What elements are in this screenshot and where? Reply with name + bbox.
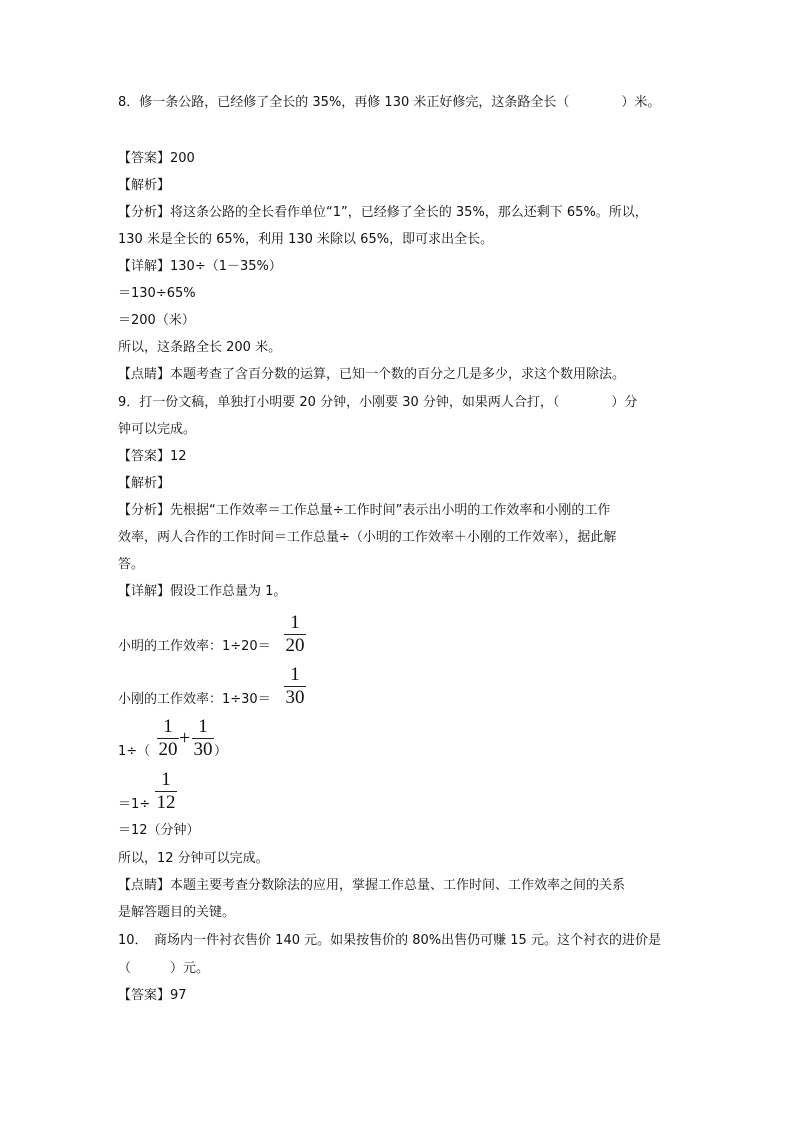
fraction-numerator: 1	[290, 664, 300, 685]
fraction-numerator: 1	[290, 612, 300, 633]
q9-step-prefix: ＝1÷	[118, 797, 151, 812]
q9-question-line-2: 钟可以完成。	[118, 422, 197, 437]
q10-question-line-1: 10． 商场内一件衬衣售价 140 元。如果按售价的 80%出售仍可赚 15 元。这个衬衣的进价是	[118, 933, 661, 948]
q9-conclusion: 所以，12 分钟可以完成。	[118, 851, 269, 866]
fraction-numerator: 1	[161, 769, 171, 790]
q9-fenxi-line-3: 答。	[118, 557, 145, 572]
q8-answer: 【答案】200	[118, 151, 195, 166]
q9-xiaoming-efficiency-label: 小明的工作效率：1÷20＝	[118, 639, 271, 654]
q9-result: ＝12（分钟）	[118, 823, 200, 838]
q9-sum-fraction-b	[192, 717, 214, 760]
q8-fenxi-line-2: 130 米是全长的 65%，利用 130 米除以 65%，即可求出全长。	[118, 232, 494, 247]
fraction-denominator: 12	[156, 792, 176, 813]
fraction-denominator: 30	[285, 687, 305, 708]
q8-conclusion: 所以，这条路全长 200 米。	[118, 340, 282, 355]
q8-detail-line-3: ＝200（米）	[118, 313, 195, 328]
q8-fenxi-line-1: 【分析】将这条公路的全长看作单位“1”，已经修了全长的 35%，那么还剩下 65%。所以，	[118, 205, 648, 220]
q9-sum-fraction-a	[157, 717, 179, 760]
q9-fenxi-line-2: 效率，两人合作的工作时间＝工作总量÷（小明的工作效率＋小刚的工作效率），据此解	[118, 530, 617, 545]
q8-detail-line-2: ＝130÷65%	[118, 286, 196, 301]
q9-sum-prefix: 1÷（	[118, 744, 151, 759]
q9-sum-suffix: ）	[214, 744, 228, 759]
fraction-denominator: 30	[193, 739, 213, 760]
q9-analysis-tag: 【解析】	[118, 476, 171, 491]
q10-answer: 【答案】97	[118, 988, 187, 1003]
q9-xiaogang-fraction	[284, 665, 306, 708]
fraction-numerator: 1	[163, 716, 173, 737]
q9-comment-line-2: 是解答题目的关键。	[118, 905, 236, 920]
fraction-denominator: 20	[285, 635, 305, 656]
q8-detail-line-1: 【详解】130÷（1－35%）	[118, 259, 282, 274]
fraction-numerator: 1	[198, 716, 208, 737]
q9-fenxi-line-1: 【分析】先根据“工作效率＝工作总量÷工作时间”表示出小明的工作效率和小刚的工作	[118, 503, 611, 518]
q9-sum-plus: +	[179, 727, 191, 749]
q9-comment-line-1: 【点睛】本题主要考查分数除法的应用，掌握工作总量、工作时间、工作效率之间的关系	[118, 878, 626, 893]
q9-detail-line-1: 【详解】假设工作总量为 1。	[118, 584, 287, 599]
q9-xiaogang-efficiency-label: 小刚的工作效率：1÷30＝	[118, 692, 271, 707]
q9-question-line-1: 9．打一份文稿，单独打小明要 20 分钟，小刚要 30 分钟，如果两人合打，（ ）分	[118, 395, 638, 410]
q9-answer: 【答案】12	[118, 449, 187, 464]
q9-xiaoming-fraction	[284, 613, 306, 656]
q8-analysis-tag: 【解析】	[118, 178, 171, 193]
q8-question: 8．修一条公路，已经修了全长的 35%，再修 130 米正好修完，这条路全长（ ）米。	[118, 95, 661, 110]
fraction-denominator: 20	[158, 739, 178, 760]
q10-question-line-2: （ ）元。	[118, 961, 210, 976]
q8-comment: 【点睛】本题考查了含百分数的运算，已知一个数的百分之几是多少，求这个数用除法。	[118, 367, 626, 382]
q9-step-fraction	[155, 770, 177, 813]
